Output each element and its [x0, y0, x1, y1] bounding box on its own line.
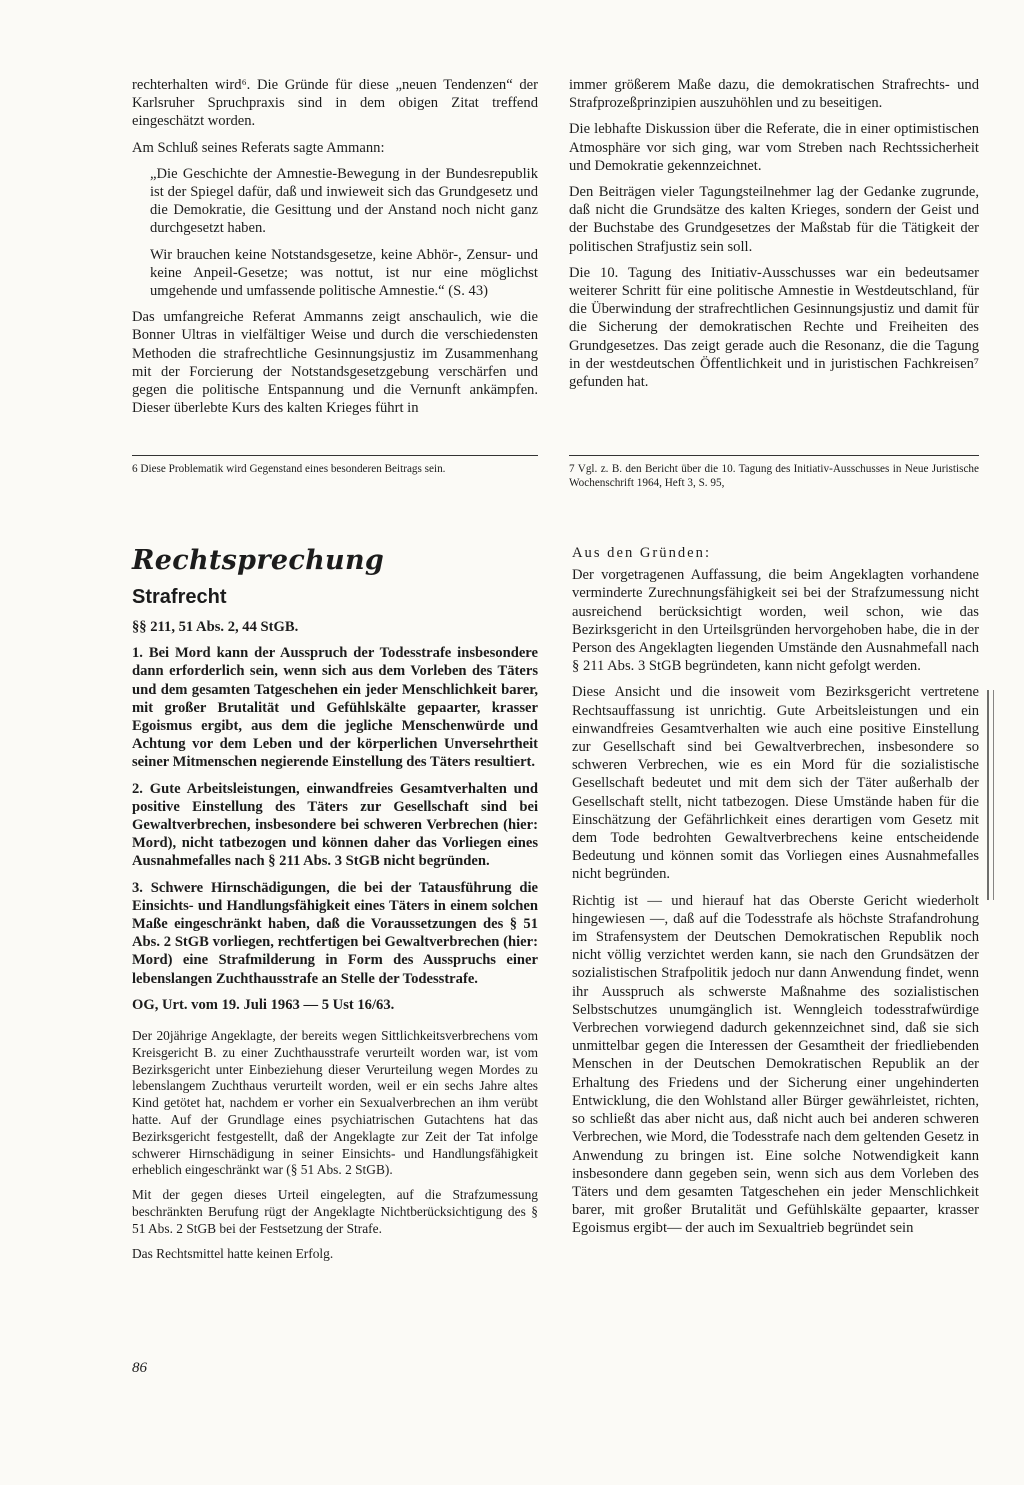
- section-heading: Rechtsprechung: [132, 545, 385, 576]
- margin-pencil-mark: [987, 690, 994, 900]
- block-quote: Wir brauchen keine Notstandsgesetze, keine Abhör-, Zensur- und keine Anpeil-Gesetze; was nottut, ist nur eine möglichst umgehende und umfassende politische Amnestie.“ (S. 43): [150, 246, 538, 300]
- footnote: 6 Diese Problematik wird Gegenstand eines besonderen Beitrags sein.: [132, 463, 446, 475]
- bottom-left-column: [132, 544, 538, 1270]
- paragraph: Den Beiträgen vieler Tagungsteilnehmer lag der Gedanke zugrunde, daß nicht die Grundsätze des kalten Krieges, sondern der Geist und der Buchstabe des Grundgesetzes der Maßstab für die Tätigkeit der politischen Strafjustiz sein soll.: [569, 184, 979, 255]
- paragraph: Diese Ansicht und die insoweit vom Bezirksgericht vertretene Rechtsauffassung ist unrichtig. Gute Arbeitsleistungen und ein einwandfreies Gesamtverhalten wie auch eine positive Einstellung zur Gesellschaft sind bei Gewaltverbrechen, insbesondere so schweren Verbrechen, wie es ein Mord für die sozialistische Gesellschaft bedeutet und mit dem sich der Täter außerhalb der Gesellschaft stellt, nicht tatbezogen. Diese Umstände haben für die Einschätzung der Gefährlichkeit eines derartigen vom Gesetz mit dem Tode bedrohten Gewaltverbrechens keine entscheidende Bedeutung und können somit das Vorliegen eines Ausnahmefalles nicht begründen.: [572, 684, 979, 883]
- paragraph: immer größerem Maße dazu, die demokratischen Strafrechts- und Strafprozeßprinzipien auszuhöhlen und zu beseitigen.: [569, 77, 979, 112]
- paragraph: Am Schluß seines Referats sagte Ammann:: [132, 139, 385, 156]
- court-citation: OG, Urt. vom 19. Juli 1963 — 5 Ust 16/63.: [132, 996, 395, 1013]
- section-subheading: Strafrecht: [132, 586, 227, 608]
- headnote: 3. Schwere Hirnschädigungen, die bei der Tatausführung die Einsichts- und Handlungsfähigkeit eines Täters in einem solchen Maße eingeschränkt haben, daß die Voraussetzungen des § 51 Abs. 2 StGB vorliegen, rechtfertigen bei Gewaltverbrechen (hier: Mord) eine Strafmilderung in Form des Ausspruchs einer lebenslangen Zuchthausstrafe an Stelle der Todesstrafe.: [132, 879, 538, 987]
- page-number: 86: [132, 1360, 147, 1376]
- footnote-rule: [569, 455, 979, 456]
- footnote: 7 Vgl. z. B. den Bericht über die 10. Tagung des Initiativ-Ausschusses in Neue Juristische Wochenschrift 1964, Heft 3, S. 95,: [569, 463, 979, 489]
- headnote: 2. Gute Arbeitsleistungen, einwandfreies Gesamtverhalten und positive Einstellung des Täters zur Gesellschaft sind bei Gewaltverbrechen, insbesondere bei schweren Verbrechen (hier: Mord), nicht tatbezogen und können daher das Vorliegen eines Ausnahmefalles nach § 211 Abs. 3 StGB nicht begründen.: [132, 780, 538, 870]
- facts-paragraph: Mit der gegen dieses Urteil eingelegten, auf die Strafzumessung beschränkten Berufung rügt der Angeklagte Nichtberücksichtigung des § 51 Abs. 2 StGB bei der Festsetzung der Strafe.: [132, 1187, 538, 1236]
- statute-reference: §§ 211, 51 Abs. 2, 44 StGB.: [132, 619, 299, 635]
- paragraph: Richtig ist — und hierauf hat das Oberste Gericht wiederholt hingewiesen —, daß auf die Todesstrafe als höchste Strafandrohung im Strafensystem der Deutschen Demokratischen Republik noch nicht völlig verzichtet werden kann, sie nach den Grundsätzen der sozialistischen Strafpolitik jedoch nur dann Anwendung findet, wenn ihr Ausspruch als schwerste Maßnahme des sozialistischen Selbstschutzes unumgänglich ist. Wenngleich todesstrafwürdige Verbrechen vorwiegend dadurch gekennzeichnet sind, daß sie sich unmittelbar gegen die Interessen der Gesamtheit der friedliebenden Menschen in der Deutschen Demokratischen Republik an der Erhaltung des Friedens und der Sicherung einer ungehinderten Entwicklung, die den Wohlstand aller Bürger gewährleistet, richten, so schließt das aber nicht aus, daß nicht auch bei anderen schweren Verbrechen, wie Mord, die Todesstrafe nach dem geltenden Gesetz in Anwendung zu bringen ist. Eine solche Notwendigkeit kann insbesondere dann gegeben sein, wenn sich aus dem Vorleben des Täters und dem gesamten Tatgeschehen ein jeder Menschlichkeit barer, mit großer Brutalität und Gefühlskälte gepaarter, krasser Egoismus ergibt— der auch im Sexualtrieb begründet sein: [572, 892, 979, 1237]
- paragraph: Die 10. Tagung des Initiativ-Ausschusses war ein bedeutsamer weiterer Schritt für eine politische Amnestie in Westdeutschland, für die Überwindung der strafrechtlichen Gesinnungsjustiz und damit für die Sicherung der demokratischen Rechte und Freiheiten des Grundgesetzes. Das zeigt gerade auch die Resonanz, die die Tagung in der westdeutschen Öffentlichkeit und in juristischen Fachkreisen⁷ gefunden hat.: [569, 264, 979, 391]
- paragraph: rechterhalten wird⁶. Die Gründe für diese „neuen Tendenzen“ der Karlsruher Spruchpraxis sind in dem obigen Zitat treffend eingeschätzt worden.: [132, 77, 538, 130]
- paragraph: Der vorgetragenen Auffassung, die beim Angeklagten vorhandene verminderte Zurechnungsfähigkeit sei bei der Strafzumessung nicht ausreichend berücksichtigt worden, weil schon, wie das Bezirksgericht in den Urteilsgründen hervorgehoben habe, die in der Person des Angeklagten liegenden Umstände den Ausnahmefall nach § 211 Abs. 3 StGB begründeten, kann nicht gefolgt werden.: [572, 567, 979, 675]
- headnote: 1. Bei Mord kann der Ausspruch der Todesstrafe insbesondere dann erforderlich sein, wenn sich aus dem Vorleben des Täters und dem gesamten Tatgeschehen ein jeder Menschlichkeit barer, mit großer Brutalität und Gefühlskälte gepaarter, krasser Egoismus ergibt, aus dem die jegliche Menschenwürde und Achtung vor dem Leben und der körperlichen Unversehrtheit seiner Mitmenschen negierende Einstellung des Täters resultiert.: [132, 645, 538, 771]
- paragraph: Die lebhafte Diskussion über die Referate, die in einer optimistischen Atmosphäre vor sich ging, war vom Streben nach Rechtssicherheit und Demokratie gekennzeichnet.: [569, 121, 979, 174]
- outcome: Das Rechtsmittel hatte keinen Erfolg.: [132, 1245, 334, 1261]
- facts-paragraph: Der 20jährige Angeklagte, der bereits wegen Sittlichkeitsverbrechens vom Kreisgericht B. zu einer Zuchthausstrafe verurteilt worden war, ist vom Bezirksgericht unter Einbeziehung dieser Verurteilung wegen Mordes zu lebenslangem Zuchthaus verurteilt worden, weil er ein sechs Jahre altes Kind getötet hat, nachdem er vorher ein Sexualverbrechen an ihm verübt hatte. Auf der Grundlage eines psychiatrischen Gutachtens hat das Bezirksgericht festgestellt, daß der Angeklagte zur Zeit der Tat infolge schwerer Hirnschädigung in seiner Einsichts- und Handlungsfähigkeit erheblich eingeschränkt war (§ 51 Abs. 2 StGB).: [132, 1028, 538, 1178]
- paragraph: Das umfangreiche Referat Ammanns zeigt anschaulich, wie die Bonner Ultras in vielfältiger Weise und durch die verschiedensten Methoden die strafrechtliche Gesinnungsjustiz im Zusammenhang mit der Forcierung der Notstandsgesetzgebung verschärfen und gegen die politische Entspannung und die Vernunft ankämpfen. Dieser überlebte Kurs des kalten Krieges führt in: [132, 309, 538, 417]
- top-left-column: [132, 76, 538, 425]
- bottom-right-column: [572, 544, 979, 1246]
- block-quote: „Die Geschichte der Amnestie-Bewegung in der Bundesrepublik ist der Spiegel dafür, daß und inwieweit sich das Grundgesetz und die Demokratie, die Gesittung und der Anstand noch nicht ganz durchgesetzt haben.: [150, 165, 538, 237]
- reasons-heading: Aus den Gründen:: [572, 545, 712, 561]
- top-right-column: [569, 76, 979, 399]
- footnote-rule: [132, 455, 538, 456]
